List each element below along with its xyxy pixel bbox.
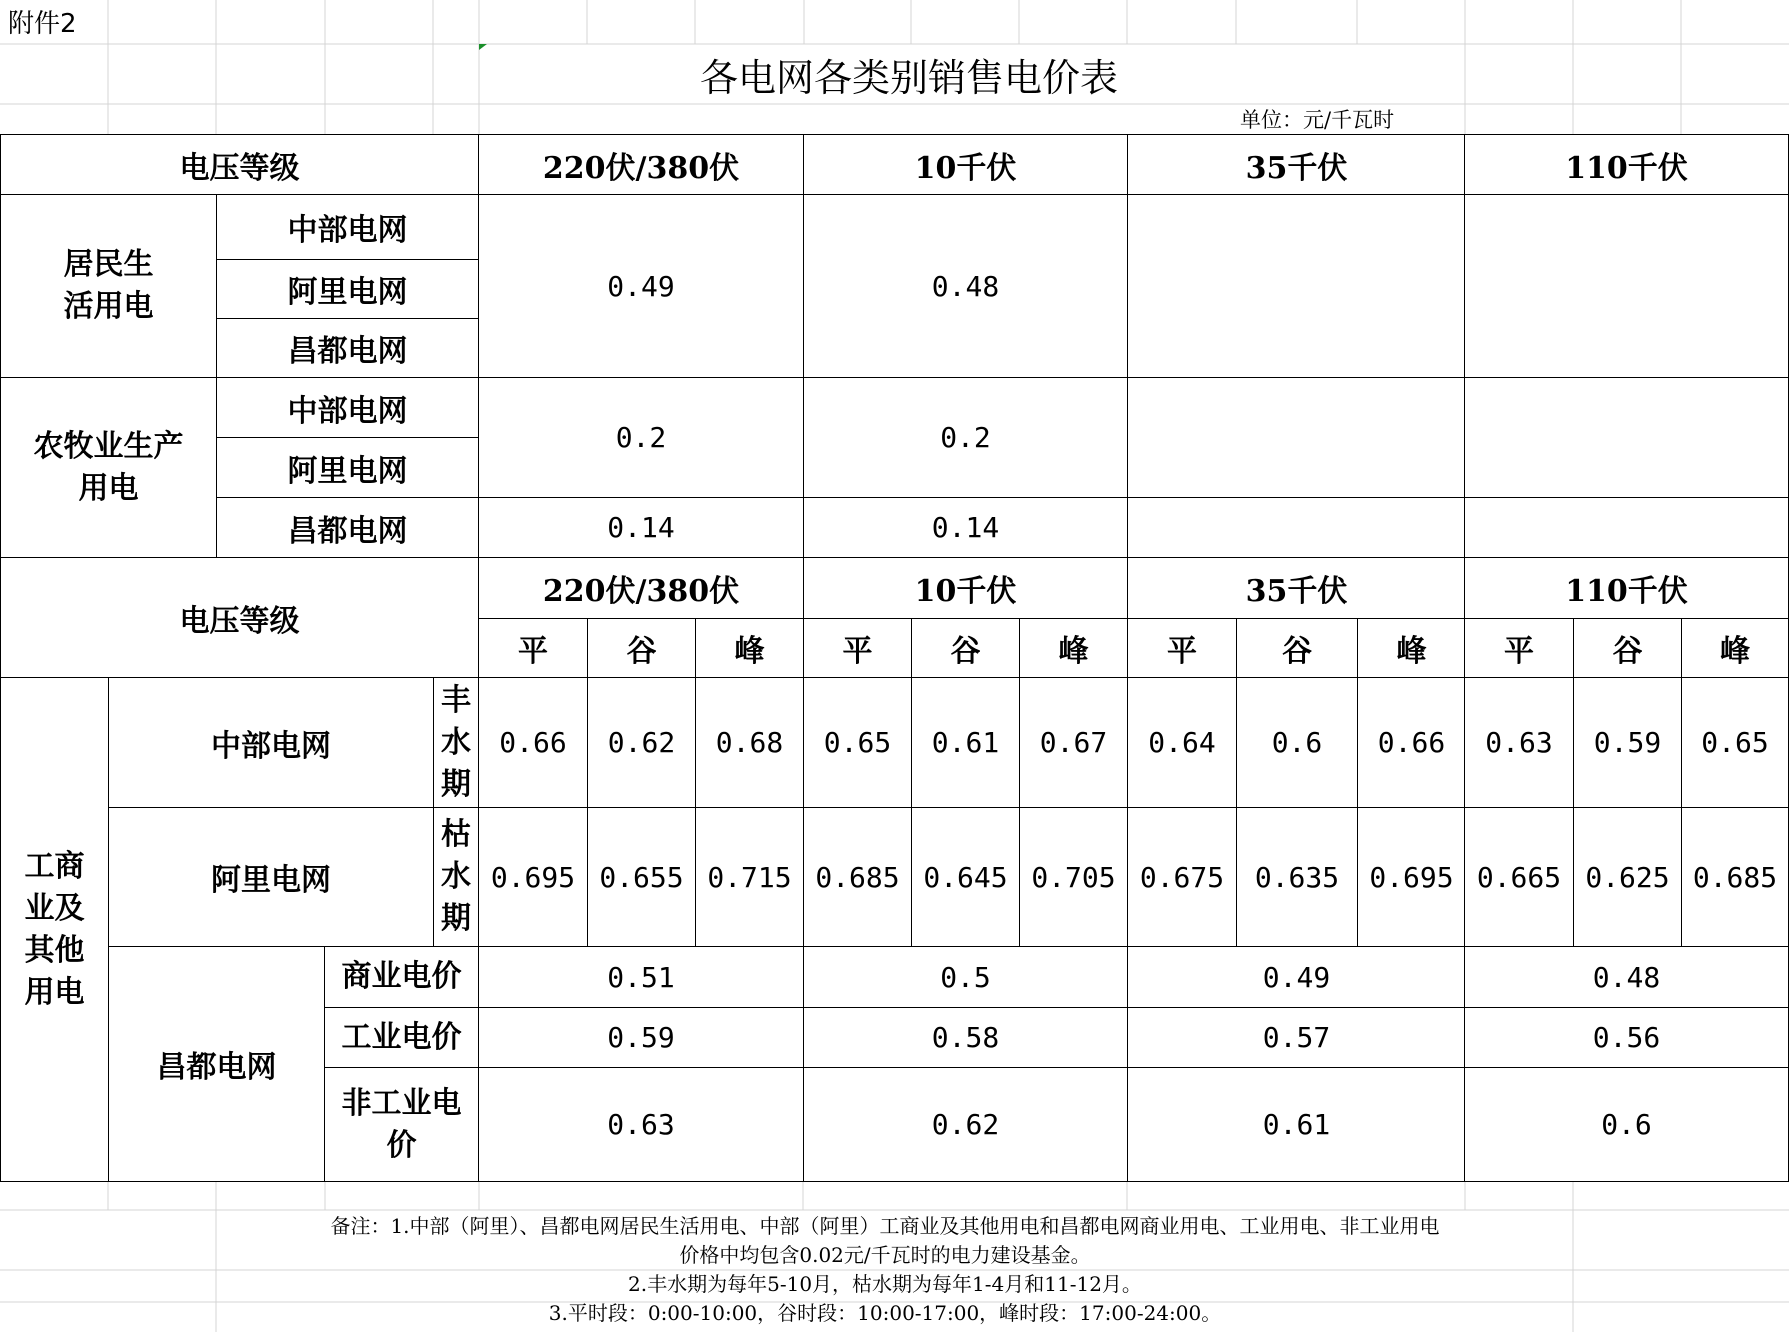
period-peak: 峰 (1357, 618, 1466, 678)
ali-grid-label: 阿里电网 (108, 807, 434, 947)
ali-value-3: 0.685 (803, 807, 912, 947)
residential-label: 居民生活用电 (0, 194, 217, 378)
attachment-label: 附件2 (8, 9, 77, 39)
ali-value-1: 0.655 (587, 807, 696, 947)
agriculture-changdu-110kv (1464, 497, 1789, 558)
changdu-grid-label: 昌都电网 (108, 946, 325, 1182)
period-peak: 峰 (1019, 618, 1128, 678)
voltage-35kv-2: 35千伏 (1127, 557, 1466, 619)
period-flat: 平 (803, 618, 912, 678)
agriculture-changdu-10kv: 0.14 (803, 497, 1128, 558)
central-value-4: 0.61 (911, 677, 1020, 808)
changdu-commercial-label: 商业电价 (324, 946, 479, 1008)
central-value-3: 0.65 (803, 677, 912, 808)
residential-value-110kv (1464, 194, 1789, 378)
voltage-header: 电压等级 (0, 134, 479, 195)
voltage-220-380: 220伏/380伏 (478, 134, 804, 195)
changdu-nonindustrial-10kv: 0.62 (803, 1067, 1128, 1182)
note-line: 价格中均包含0.02元/千瓦时的电力建设基金。 (679, 1243, 1091, 1267)
changdu-nonindustrial-220-380: 0.63 (478, 1067, 804, 1182)
agriculture-central-ali-35kv (1127, 377, 1466, 498)
agriculture-grid-ali: 阿里电网 (216, 437, 479, 498)
agriculture-grid-changdu: 昌都电网 (216, 497, 479, 558)
agriculture-grid-central: 中部电网 (216, 377, 479, 438)
note-line: 备注：1.中部（阿里）、昌都电网居民生活用电、中部（阿里）工商业及其他用电和昌都电网商业用电、工业用电、非工业用电 (330, 1214, 1440, 1238)
period-valley: 谷 (1573, 618, 1682, 678)
central-value-6: 0.64 (1127, 677, 1237, 808)
wet-season-label: 丰水期 (433, 677, 479, 808)
voltage-110kv: 110千伏 (1464, 134, 1789, 195)
ali-value-7: 0.635 (1236, 807, 1358, 947)
ali-value-4: 0.645 (911, 807, 1020, 947)
changdu-industrial-10kv: 0.58 (803, 1007, 1128, 1068)
ali-value-11: 0.685 (1681, 807, 1789, 947)
residential-value-35kv (1127, 194, 1466, 378)
central-value-9: 0.63 (1464, 677, 1574, 808)
period-valley: 谷 (587, 618, 696, 678)
dry-season-label: 枯水期 (433, 807, 479, 947)
changdu-commercial-110kv: 0.48 (1464, 946, 1789, 1008)
agriculture-central-ali-110kv (1464, 377, 1789, 498)
notes (205, 1212, 1565, 1328)
residential-grid-central: 中部电网 (216, 194, 479, 260)
voltage-220-380-2: 220伏/380伏 (478, 557, 804, 619)
ali-value-0: 0.695 (478, 807, 588, 947)
period-valley: 谷 (911, 618, 1020, 678)
period-flat: 平 (1464, 618, 1574, 678)
central-grid-label: 中部电网 (108, 677, 434, 808)
unit-label: 单位：元/千瓦时 (1240, 108, 1395, 132)
central-value-0: 0.66 (478, 677, 588, 808)
residential-value-10kv: 0.48 (803, 194, 1128, 378)
ali-value-2: 0.715 (695, 807, 804, 947)
ali-value-8: 0.695 (1357, 807, 1466, 947)
changdu-nonindustrial-110kv: 0.6 (1464, 1067, 1789, 1182)
page-title: 各电网各类别销售电价表 (700, 56, 1119, 100)
changdu-nonindustrial-label: 非工业电价 (324, 1067, 479, 1182)
agriculture-label: 农牧业生产用电 (0, 377, 217, 558)
period-flat: 平 (478, 618, 588, 678)
central-value-10: 0.59 (1573, 677, 1682, 808)
residential-value-220-380: 0.49 (478, 194, 804, 378)
changdu-nonindustrial-35kv: 0.61 (1127, 1067, 1466, 1182)
changdu-industrial-35kv: 0.57 (1127, 1007, 1466, 1068)
changdu-commercial-10kv: 0.5 (803, 946, 1128, 1008)
period-peak: 峰 (1681, 618, 1789, 678)
agriculture-central-ali-220-380: 0.2 (478, 377, 804, 498)
note-line: 2.丰水期为每年5-10月，枯水期为每年1-4月和11-12月。 (628, 1272, 1142, 1296)
voltage-10kv: 10千伏 (803, 134, 1128, 195)
central-value-8: 0.66 (1357, 677, 1466, 808)
agriculture-changdu-220-380: 0.14 (478, 497, 804, 558)
changdu-commercial-220-380: 0.51 (478, 946, 804, 1008)
central-value-7: 0.6 (1236, 677, 1358, 808)
agriculture-central-ali-10kv: 0.2 (803, 377, 1128, 498)
commercial-category-label: 工商业及其他用电 (0, 677, 109, 1182)
period-peak: 峰 (695, 618, 804, 678)
agriculture-changdu-35kv (1127, 497, 1466, 558)
central-value-11: 0.65 (1681, 677, 1789, 808)
central-value-5: 0.67 (1019, 677, 1128, 808)
voltage-35kv: 35千伏 (1127, 134, 1466, 195)
ali-value-5: 0.705 (1019, 807, 1128, 947)
ali-value-10: 0.625 (1573, 807, 1682, 947)
changdu-industrial-220-380: 0.59 (478, 1007, 804, 1068)
period-valley: 谷 (1236, 618, 1358, 678)
voltage-header-2: 电压等级 (0, 557, 479, 678)
ali-value-9: 0.665 (1464, 807, 1574, 947)
voltage-110kv-2: 110千伏 (1464, 557, 1789, 619)
central-value-2: 0.68 (695, 677, 804, 808)
changdu-industrial-110kv: 0.56 (1464, 1007, 1789, 1068)
central-value-1: 0.62 (587, 677, 696, 808)
changdu-industrial-label: 工业电价 (324, 1007, 479, 1068)
voltage-10kv-2: 10千伏 (803, 557, 1128, 619)
note-line: 3.平时段：0:00-10:00，谷时段：10:00-17:00，峰时段：17:00-24:00。 (548, 1301, 1222, 1325)
residential-grid-ali: 阿里电网 (216, 259, 479, 319)
residential-grid-changdu: 昌都电网 (216, 318, 479, 378)
ali-value-6: 0.675 (1127, 807, 1237, 947)
changdu-commercial-35kv: 0.49 (1127, 946, 1466, 1008)
period-flat: 平 (1127, 618, 1237, 678)
